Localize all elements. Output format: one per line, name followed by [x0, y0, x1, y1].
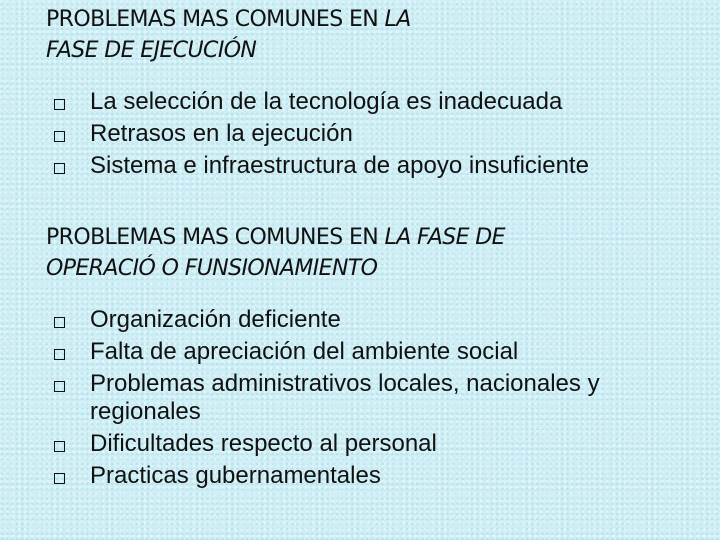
list-item-text: Dificultades respecto al personal [90, 430, 437, 457]
list-item [54, 306, 710, 334]
hollow-square-icon [54, 349, 65, 360]
operation-problems-list [54, 306, 710, 494]
list-item [54, 370, 710, 426]
list-item-text: Practicas gubernamentales [90, 462, 381, 489]
list-item [54, 152, 710, 180]
hollow-square-icon [54, 381, 65, 392]
hollow-square-icon [54, 163, 65, 174]
list-item [54, 430, 710, 458]
hollow-square-icon [54, 441, 65, 452]
heading-italic-text: LA [384, 7, 411, 32]
hollow-square-icon [54, 317, 65, 328]
list-item [54, 88, 710, 116]
list-item-text: Retrasos en la ejecución [90, 120, 353, 147]
list-item [54, 338, 710, 366]
hollow-square-icon [54, 99, 65, 110]
list-item-text: Organización deficiente [90, 306, 341, 333]
hollow-square-icon [54, 131, 65, 142]
list-item-text: La selección de la tecnología es inadecuada [90, 88, 563, 115]
heading-italic-text: OPERACIÓ O FUNSIONAMIENTO [46, 256, 378, 281]
execution-problems-list [54, 88, 710, 184]
hollow-square-icon [54, 473, 65, 484]
heading-text: PROBLEMAS MAS COMUNES EN [46, 225, 385, 250]
heading-text: PROBLEMAS MAS COMUNES EN [46, 7, 385, 32]
heading-italic-text: FASE DE EJECUCIÓN [46, 38, 257, 63]
section-execution-heading [46, 4, 411, 66]
heading-italic-text: LA FASE DE [384, 225, 505, 250]
list-item [54, 120, 710, 148]
section-operation-heading [46, 222, 505, 284]
list-item-text: Falta de apreciación del ambiente social [90, 338, 519, 365]
list-item-text: Sistema e infraestructura de apoyo insuficiente [90, 152, 589, 179]
list-item-text: Problemas administrativos locales, nacionales y regionales [90, 370, 600, 425]
list-item [54, 462, 710, 490]
